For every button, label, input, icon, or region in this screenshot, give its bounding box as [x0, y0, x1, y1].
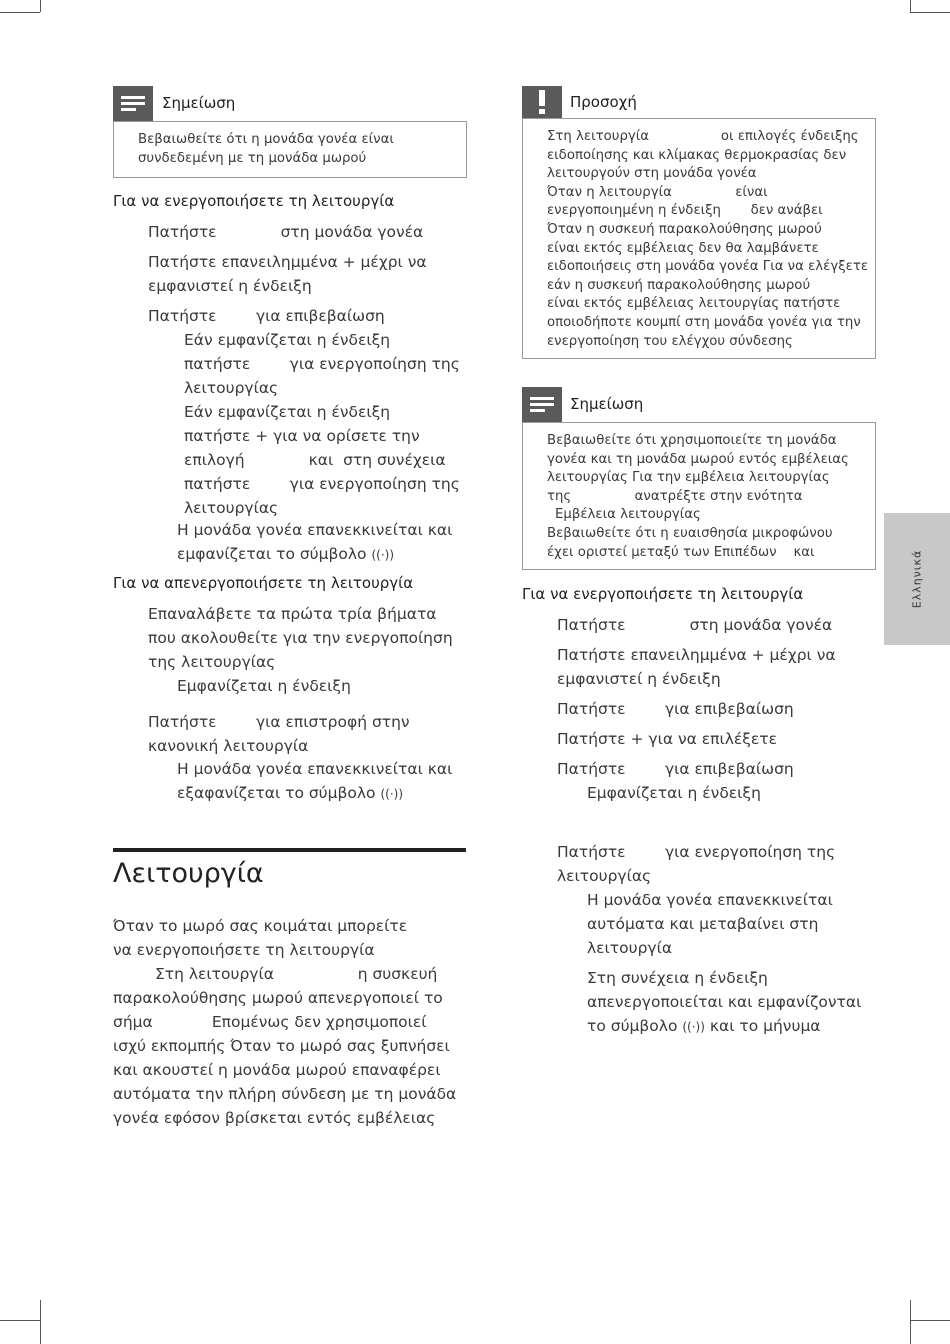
right-result-2: Στη συνέχεια η ένδειξη απενεργοποιείται και εμφανίζονται το σύμβολο ((·)) και το μήνυμα: [587, 969, 862, 1035]
crop-mark: [0, 1320, 40, 1321]
crop-mark: [910, 0, 911, 12]
crop-mark: [40, 0, 41, 12]
language-tab: Ελληνικά: [884, 513, 950, 645]
section-rule: [113, 848, 466, 852]
right-result-1: Η μονάδα γονέα επανεκκινείται αυτόματα και μεταβαίνει στη λειτουργία: [587, 891, 833, 957]
signal-icon: ((·)): [380, 787, 404, 801]
crop-mark: [40, 1300, 41, 1344]
right-step-5-result: Εμφανίζεται η ένδειξη: [587, 784, 761, 802]
enable-result: Η μονάδα γονέα επανεκκινείται και εμφανίζεται το σύμβολο ((·)): [177, 521, 453, 563]
crop-mark: [910, 1320, 950, 1321]
right-step-5: Πατήστε για επιβεβαίωση: [557, 760, 794, 778]
caution-title: Προσοχή: [570, 93, 637, 111]
right-step-3: Πατήστε για επιβεβαίωση: [557, 700, 794, 718]
disable-result-1: Εμφανίζεται η ένδειξη: [177, 677, 351, 695]
enable-heading: Για να ενεργοποιήσετε τη λειτουργία: [113, 192, 395, 210]
signal-icon: ((·)): [682, 1020, 705, 1034]
crop-mark: [0, 12, 40, 13]
enable-step-3: Πατήστε για επιβεβαίωση: [148, 307, 385, 325]
exclamation-icon: [522, 86, 562, 118]
crop-mark: [910, 1300, 911, 1344]
section-title: Λειτουργία: [113, 858, 264, 889]
note-title: Σημείωση: [570, 395, 644, 413]
note-text: Βεβαιωθείτε ότι η μονάδα γονέα είναι συνδεδεμένη με τη μονάδα μωρού: [138, 132, 394, 166]
crop-mark: [910, 12, 950, 13]
caution-text: Στη λειτουργία οι επιλογές ένδειξης ειδοποίησης και κλίμακας θερμοκρασίας δεν λειτουργούν στη μονάδα γονέα Όταν η λειτουργία είναι ενεργοποιημένη η ένδειξη δεν ανάβει Όταν η συσκευή παρακολούθησης μωρού είναι εκτός εμβέλειας δεν θα λαμβάνετε ειδοποιήσεις στη μονάδα γονέα Για να ελέγξετε εάν η συσκευή παρακολούθησης μωρού είναι εκτός εμβέλειας λειτουργίας πατήστε οποιοδήποτε κουμπί στη μονάδα γονέα για την ενεργοποίηση του ελέγχου σύνδεσης: [547, 129, 869, 349]
disable-result-2: Η μονάδα γονέα επανεκκινείται και εξαφανίζεται το σύμβολο ((·)): [177, 760, 453, 802]
disable-step-2: Πατήστε για επιστροφή στην κανονική λειτουργία: [148, 713, 410, 755]
right-step-4: Πατήστε + για να επιλέξετε: [557, 730, 778, 748]
note-text: Βεβαιωθείτε ότι χρησιμοποιείτε τη μονάδα γονέα και τη μονάδα μωρού εντός εμβέλειας λειτουργίας Για την εμβέλεια λειτουργίας της ανατρέξτε στην ενότητα Εμβέλεια λειτουργίας Βεβαιωθείτε ότι η ευαισθησία μικροφώνου έχει οριστεί μεταξύ των Επιπέδων και: [547, 433, 849, 560]
disable-heading: Για να απενεργοποιήσετε τη λειτουργία: [113, 574, 414, 592]
enable-heading: Για να ενεργοποιήσετε τη λειτουργία: [522, 585, 804, 603]
right-step-2: Πατήστε επανειλημμένα + μέχρι να εμφανιστεί η ένδειξη: [557, 646, 836, 688]
right-step-1: Πατήστε στη μονάδα γονέα: [557, 616, 833, 634]
disable-step-1: Επαναλάβετε τα πρώτα τρία βήματα που ακολουθείτε για την ενεργοποίηση της λειτουργίας: [148, 605, 453, 671]
note-icon: [113, 86, 153, 121]
signal-icon: ((·)): [371, 548, 395, 562]
note-title: Σημείωση: [162, 94, 236, 112]
note-icon: [522, 387, 562, 422]
section-paragraph: Όταν το μωρό σας κοιμάται μπορείτε να ενεργοποιήσετε τη λειτουργία Στη λειτουργία η συσκευή παρακολούθησης μωρού απενεργοποιεί το σήμα Επομένως δεν χρησιμοποιεί ισχύ εκπομπής Όταν το μωρό σας ξυπνήσει και ακουστεί η μονάδα μωρού επαναφέρει αυτόματα την πλήρη σύνδεση με τη μονάδα γονέα εφόσον βρίσκεται εντός εμβέλειας: [113, 917, 457, 1127]
right-step-6: Πατήστε για ενεργοποίηση της λειτουργίας: [557, 843, 836, 885]
enable-step-2: Πατήστε επανειλημμένα + μέχρι να εμφανιστεί η ένδειξη: [148, 253, 427, 295]
enable-substeps: Εάν εμφανίζεται η ένδειξη πατήστε για ενεργοποίηση της λειτουργίας Εάν εμφανίζεται η ένδειξη πατήστε + για να ορίσετε την επιλογή και στη συνέχεια πατήστε για ενεργοποίηση της λειτουργίας: [184, 331, 460, 517]
enable-step-1: Πατήστε στη μονάδα γονέα: [148, 223, 424, 241]
